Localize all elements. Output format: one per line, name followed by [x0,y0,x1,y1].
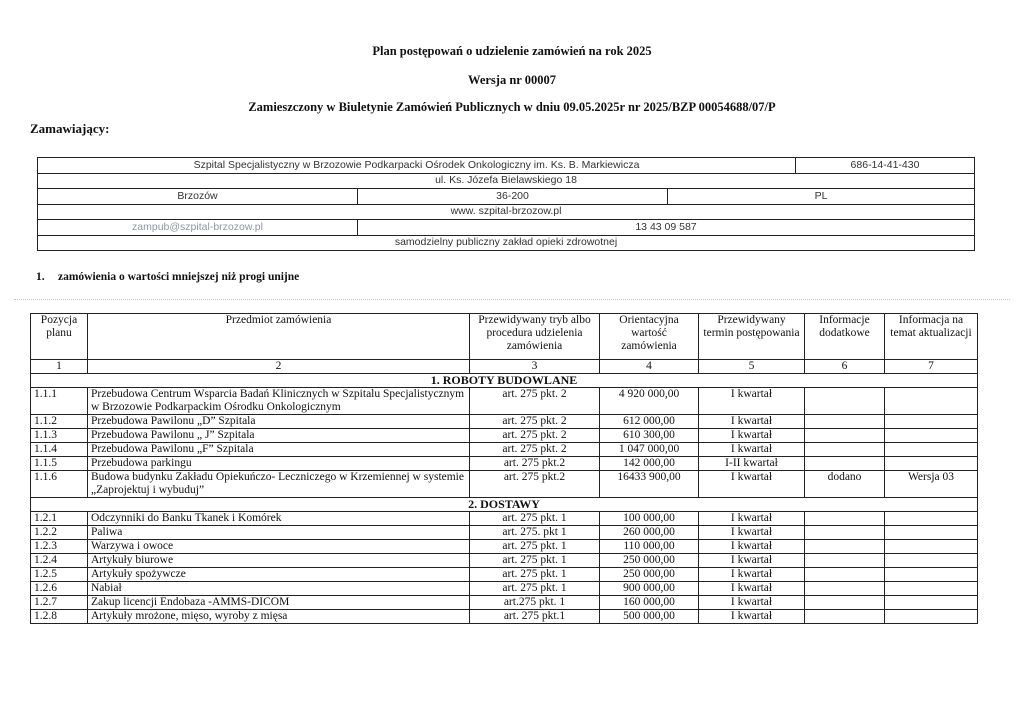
plan-position-cell: 1.1.5 [31,457,88,471]
column-number: 7 [885,360,978,374]
procedure-cell: art. 275 pkt. 2 [470,388,600,415]
column-header: Przewidywany termin postępowania [699,314,805,360]
procedure-cell: art. 275 pkt. 1 [470,512,600,526]
subject-cell: Przebudowa Centrum Wsparcia Badań Klinicznych w Szpitalu Specjalistycznym w Brzozowie Podkarpackim Ośrodku Onkologicznym [88,388,470,415]
estimated-value-cell: 142 000,00 [600,457,699,471]
table-row [31,540,978,554]
procedure-cell: art. 275 pkt. 1 [470,554,600,568]
procedure-cell: art. 275 pkt. 2 [470,415,600,429]
update-info-cell [885,512,978,526]
column-number: 6 [805,360,885,374]
additional-info-cell [805,596,885,610]
subject-cell: Przebudowa Pawilonu „D” Szpitala [88,415,470,429]
estimated-value-cell: 250 000,00 [600,568,699,582]
buyer-label: Zamawiający: [30,121,110,136]
additional-info-cell [805,388,885,415]
update-info-cell [885,568,978,582]
version-label: Wersja nr 00007 [468,73,556,87]
table-row [31,582,978,596]
procedure-cell: art. 275 pkt.1 [470,610,600,624]
update-info-cell [885,388,978,415]
update-info-cell [885,596,978,610]
additional-info-cell [805,415,885,429]
estimated-value-cell: 1 047 000,00 [600,443,699,457]
section-number: 1. [36,271,45,283]
column-number: 3 [470,360,600,374]
buyer-type: samodzielny publiczny zakład opieki zdrowotnej [38,235,975,251]
update-info-cell [885,415,978,429]
additional-info-cell [805,582,885,596]
table-row [31,596,978,610]
divider [14,299,1010,300]
column-header: Informacja na temat aktualizacji [885,314,978,360]
procedure-cell: art. 275 pkt.2 [470,457,600,471]
plan-position-cell: 1.2.4 [31,554,88,568]
column-number: 4 [600,360,699,374]
subject-cell: Nabiał [88,582,470,596]
column-number: 1 [31,360,88,374]
estimated-value-cell: 4 920 000,00 [600,388,699,415]
group-title: 1. ROBOTY BUDOWLANE [31,374,978,388]
planned-term-cell: I-II kwartał [699,457,805,471]
procedure-cell: art. 275 pkt.2 [470,471,600,498]
subject-cell: Przebudowa Pawilonu „ J” Szpitala [88,429,470,443]
buyer-name: Szpital Specjalistyczny w Brzozowie Podkarpacki Ośrodek Onkologiczny im. Ks. B. Markiewicza [38,158,796,174]
planned-term-cell: I kwartał [699,526,805,540]
column-header: Przedmiot zamówienia [88,314,470,360]
plan-position-cell: 1.1.4 [31,443,88,457]
plan-position-cell: 1.2.5 [31,568,88,582]
update-info-cell [885,554,978,568]
estimated-value-cell: 160 000,00 [600,596,699,610]
subject-cell: Artykuły biurowe [88,554,470,568]
plan-position-cell: 1.2.8 [31,610,88,624]
buyer-phone: 13 43 09 587 [358,220,975,236]
procurement-plan-table [30,313,978,624]
planned-term-cell: I kwartał [699,568,805,582]
procedure-cell: art. 275 pkt. 1 [470,568,600,582]
plan-position-cell: 1.2.1 [31,512,88,526]
estimated-value-cell: 110 000,00 [600,540,699,554]
buyer-street: ul. Ks. Józefa Bielawskiego 18 [38,173,975,189]
plan-position-cell: 1.1.6 [31,471,88,498]
column-header: Pozycja planu [31,314,88,360]
procedure-cell: art.275 pkt. 1 [470,596,600,610]
planned-term-cell: I kwartał [699,540,805,554]
estimated-value-cell: 100 000,00 [600,512,699,526]
column-number-row [31,360,978,374]
update-info-cell [885,610,978,624]
buyer-country: PL [668,189,975,205]
group-title: 2. DOSTAWY [31,498,978,512]
table-row [31,554,978,568]
subject-cell: Warzywa i owoce [88,540,470,554]
plan-position-cell: 1.2.3 [31,540,88,554]
table-row [31,512,978,526]
additional-info-cell [805,540,885,554]
update-info-cell [885,443,978,457]
planned-term-cell: I kwartał [699,415,805,429]
procedure-cell: art. 275. pkt 1 [470,526,600,540]
header-row [31,314,978,360]
buyer-website: www. szpital-brzozow.pl [38,204,975,220]
subject-cell: Artykuły mrożone, mięso, wyroby z mięsa [88,610,470,624]
planned-term-cell: I kwartał [699,388,805,415]
planned-term-cell: I kwartał [699,554,805,568]
buyer-info-table [37,157,975,251]
table-row [31,568,978,582]
additional-info-cell [805,554,885,568]
column-number: 5 [699,360,805,374]
planned-term-cell: I kwartał [699,429,805,443]
buyer-city: Brzozów [38,189,358,205]
estimated-value-cell: 500 000,00 [600,610,699,624]
subject-cell: Przebudowa parkingu [88,457,470,471]
additional-info-cell [805,443,885,457]
planned-term-cell: I kwartał [699,610,805,624]
table-row [31,415,978,429]
column-header: Przewidywany tryb albo procedura udzielenia zamówienia [470,314,600,360]
column-number: 2 [88,360,470,374]
buyer-nip: 686-14-41-430 [796,158,975,174]
column-header: Orientacyjna wartość zamówienia [600,314,699,360]
buyer-postal: 36-200 [358,189,668,205]
additional-info-cell [805,512,885,526]
subject-cell: Paliwa [88,526,470,540]
table-row [31,443,978,457]
subject-cell: Odczynniki do Banku Tkanek i Komórek [88,512,470,526]
additional-info-cell [805,526,885,540]
group-header-row [31,374,978,388]
plan-position-cell: 1.2.6 [31,582,88,596]
procedure-cell: art. 275 pkt. 2 [470,443,600,457]
procedure-cell: art. 275 pkt. 2 [470,429,600,443]
table-row [31,610,978,624]
group-header-row [31,498,978,512]
table-row [31,429,978,443]
table-row [31,526,978,540]
estimated-value-cell: 260 000,00 [600,526,699,540]
document-title: Plan postępowań o udzielenie zamówień na rok 2025 [372,44,652,58]
additional-info-cell [805,429,885,443]
table-row [31,457,978,471]
additional-info-cell [805,568,885,582]
table-row [31,471,978,498]
additional-info-cell [805,457,885,471]
update-info-cell: Wersja 03 [885,471,978,498]
estimated-value-cell: 900 000,00 [600,582,699,596]
procedure-cell: art. 275 pkt. 1 [470,582,600,596]
subject-cell: Budowa budynku Zakładu Opiekuńczo- Leczniczego w Krzemiennej w systemie „Zaprojektuj i wybuduj” [88,471,470,498]
publication-info: Zamieszczony w Biuletynie Zamówień Publicznych w dniu 09.05.2025r nr 2025/BZP 00054688/07/P [248,100,776,114]
update-info-cell [885,540,978,554]
additional-info-cell [805,610,885,624]
subject-cell: Przebudowa Pawilonu „F” Szpitala [88,443,470,457]
planned-term-cell: I kwartał [699,582,805,596]
estimated-value-cell: 250 000,00 [600,554,699,568]
buyer-email: zampub@szpital-brzozow.pl [38,220,358,236]
estimated-value-cell: 610 300,00 [600,429,699,443]
column-header: Informacje dodatkowe [805,314,885,360]
plan-position-cell: 1.2.2 [31,526,88,540]
estimated-value-cell: 612 000,00 [600,415,699,429]
section-title: zamówienia o wartości mniejszej niż progi unijne [58,271,300,283]
update-info-cell [885,429,978,443]
planned-term-cell: I kwartał [699,443,805,457]
plan-position-cell: 1.2.7 [31,596,88,610]
update-info-cell [885,526,978,540]
procedure-cell: art. 275 pkt. 1 [470,540,600,554]
plan-position-cell: 1.1.2 [31,415,88,429]
planned-term-cell: I kwartał [699,471,805,498]
table-row [31,388,978,415]
subject-cell: Zakup licencji Endobaza -AMMS-DICOM [88,596,470,610]
planned-term-cell: I kwartał [699,512,805,526]
plan-position-cell: 1.1.1 [31,388,88,415]
update-info-cell [885,457,978,471]
subject-cell: Artykuły spożywcze [88,568,470,582]
plan-position-cell: 1.1.3 [31,429,88,443]
planned-term-cell: I kwartał [699,596,805,610]
estimated-value-cell: 16433 900,00 [600,471,699,498]
additional-info-cell: dodano [805,471,885,498]
update-info-cell [885,582,978,596]
